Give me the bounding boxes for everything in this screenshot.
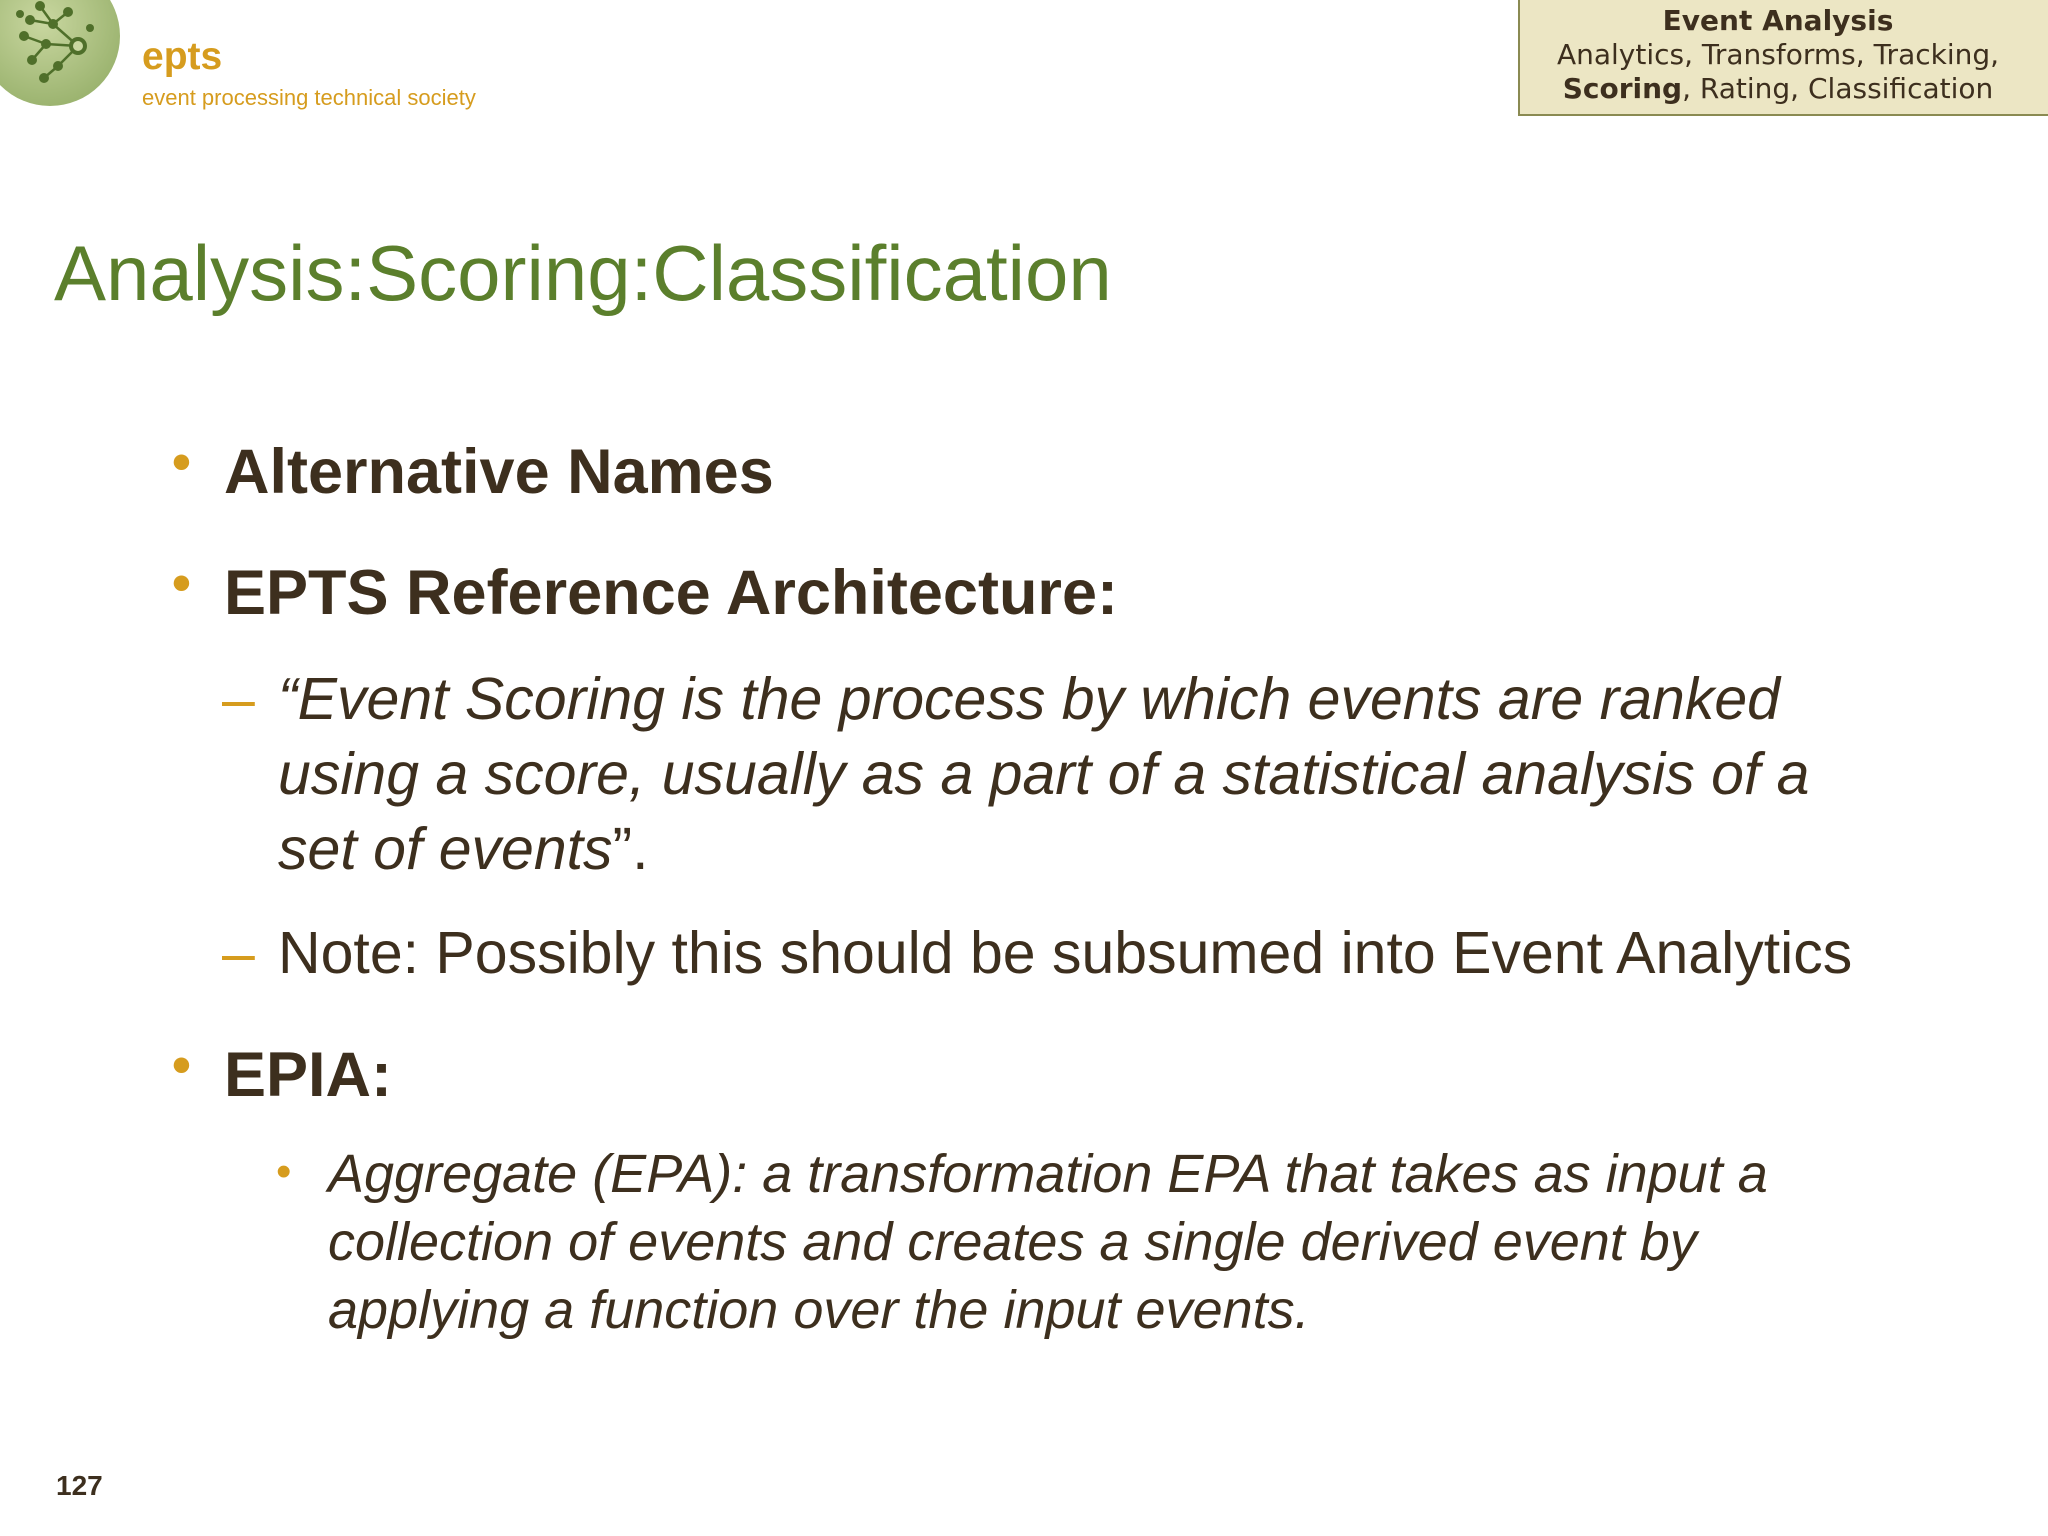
bullet-epia: [172, 1035, 393, 1110]
sub-bullet-note: [222, 916, 1853, 991]
dash-marker: –: [222, 666, 255, 732]
aggregate-line-3: applying a function over the input events.: [328, 1280, 1310, 1340]
context-current-topic: Scoring: [1562, 72, 1683, 105]
definition-line-3: set of events: [278, 816, 613, 882]
bullet-dot: •: [276, 1147, 292, 1196]
epts-network-logo-icon: [0, 0, 122, 108]
dash-marker: –: [222, 920, 255, 986]
context-title: Event Analysis: [1662, 4, 1894, 37]
bullet-text: EPIA:: [224, 1040, 393, 1110]
logo-name: epts: [142, 35, 223, 78]
bullet-dot: •: [172, 1035, 191, 1095]
aggregate-line-1: Aggregate (EPA): a transformation EPA that takes as input a: [328, 1144, 1768, 1204]
bullet-text: EPTS Reference Architecture:: [224, 558, 1118, 628]
aggregate-line-2: collection of events and creates a single derived event by: [328, 1212, 1697, 1272]
bullet-text: Alternative Names: [224, 437, 774, 507]
bullet-dot: •: [172, 432, 191, 492]
bullet-dot: •: [172, 553, 191, 613]
logo-tagline: event processing technical society: [142, 85, 476, 110]
context-line-1: Analytics, Transforms, Tracking,: [1556, 38, 2000, 71]
sub-bullet-aggregate-epa: [276, 1140, 1928, 1344]
definition-tail: ”.: [612, 816, 649, 882]
note-text: Note: Possibly this should be subsumed into Event Analytics: [278, 920, 1853, 986]
sub-bullet-event-scoring-definition: [222, 662, 1810, 887]
context-line-2: [1520, 72, 2036, 106]
epts-logo: [0, 0, 500, 112]
bullet-epts-reference-architecture: [172, 553, 1118, 628]
context-line-2-rest: , Rating, Classification: [1682, 72, 1994, 105]
bullet-alternative-names: [172, 432, 774, 507]
section-context-box: [1518, 0, 2048, 116]
definition-line-2: using a score, usually as a part of a statistical analysis of a: [278, 741, 1810, 807]
page-number: 127: [56, 1470, 103, 1501]
slide-title: Analysis:Scoring:Classification: [54, 229, 1112, 317]
definition-line-1: “Event Scoring is the process by which events are ranked: [278, 666, 1780, 732]
